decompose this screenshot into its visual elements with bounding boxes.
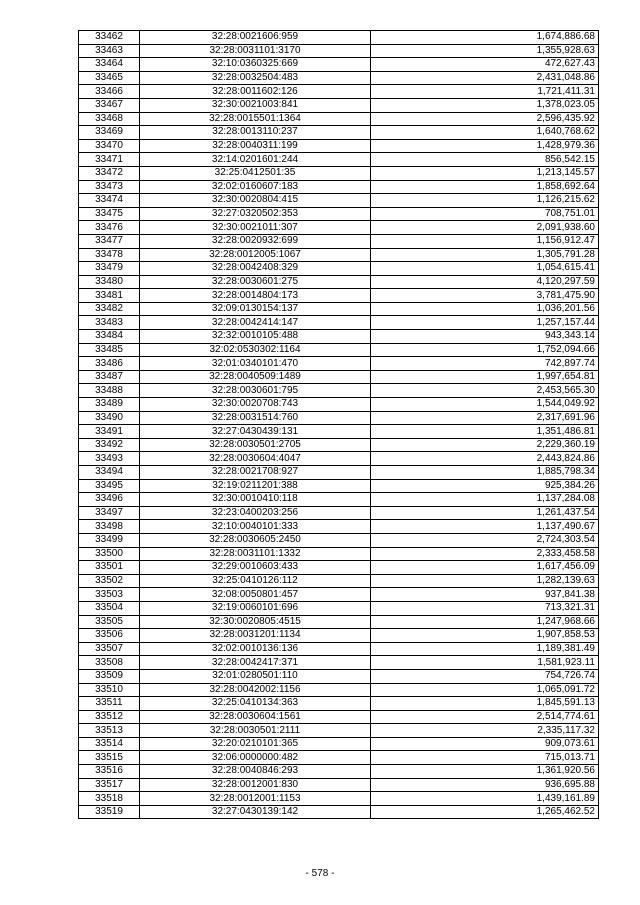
value-cell: 708,751.01: [371, 207, 599, 221]
value-cell: 1,378,023.05: [371, 98, 599, 112]
row-number-cell: 33462: [79, 31, 140, 45]
value-cell: 1,997,654.81: [371, 370, 599, 384]
value-cell: 1,439,161.89: [371, 792, 599, 806]
table-row: [79, 58, 599, 72]
value-cell: 2,431,048.86: [371, 71, 599, 85]
cadastral-number-cell: 32:28:0030601:795: [140, 384, 371, 398]
value-cell: 1,581,923.11: [371, 656, 599, 670]
cadastral-number-cell: 32:28:0030605:2450: [140, 533, 371, 547]
cadastral-number-cell: 32:28:0030604:4047: [140, 452, 371, 466]
row-number-cell: 33494: [79, 466, 140, 480]
table-row: [79, 697, 599, 711]
value-cell: 1,428,979.36: [371, 139, 599, 153]
cadastral-number-cell: 32:28:0030604:1561: [140, 710, 371, 724]
table-row: [79, 357, 599, 371]
table-row: [79, 180, 599, 194]
table-row: [79, 71, 599, 85]
cadastral-number-cell: 32:28:0031101:1332: [140, 547, 371, 561]
cadastral-number-cell: 32:28:0021708:927: [140, 466, 371, 480]
cadastral-number-cell: 32:28:0030601:275: [140, 275, 371, 289]
cadastral-number-cell: 32:28:0030501:2705: [140, 438, 371, 452]
row-number-cell: 33492: [79, 438, 140, 452]
row-number-cell: 33477: [79, 234, 140, 248]
value-cell: 1,721,411.31: [371, 85, 599, 99]
cadastral-number-cell: 32:28:0042002:1156: [140, 683, 371, 697]
cadastral-number-cell: 32:09:0130154:137: [140, 302, 371, 316]
value-cell: 1,156,912.47: [371, 234, 599, 248]
cadastral-number-cell: 32:06:0000000:482: [140, 751, 371, 765]
value-cell: 1,858,692.64: [371, 180, 599, 194]
row-number-cell: 33518: [79, 792, 140, 806]
value-cell: 1,137,490.67: [371, 520, 599, 534]
table-row: [79, 438, 599, 452]
value-cell: 4,120,297.59: [371, 275, 599, 289]
cadastral-number-cell: 32:19:0211201:388: [140, 479, 371, 493]
table-row: [79, 520, 599, 534]
row-number-cell: 33497: [79, 506, 140, 520]
value-cell: 1,907,858.53: [371, 629, 599, 643]
row-number-cell: 33487: [79, 370, 140, 384]
row-number-cell: 33473: [79, 180, 140, 194]
row-number-cell: 33516: [79, 765, 140, 779]
table-row: [79, 98, 599, 112]
table-row: [79, 248, 599, 262]
cadastral-number-cell: 32:28:0011602:126: [140, 85, 371, 99]
table-row: [79, 751, 599, 765]
cadastral-number-cell: 32:27:0430439:131: [140, 425, 371, 439]
cadastral-number-cell: 32:28:0040509:1489: [140, 370, 371, 384]
table-row: [79, 166, 599, 180]
value-cell: 1,752,094.66: [371, 343, 599, 357]
row-number-cell: 33470: [79, 139, 140, 153]
value-cell: 2,091,938.60: [371, 221, 599, 235]
page-number: - 578 -: [305, 868, 335, 879]
row-number-cell: 33489: [79, 398, 140, 412]
cadastral-number-cell: 32:28:0014804:173: [140, 289, 371, 303]
cadastral-number-cell: 32:10:0040101:333: [140, 520, 371, 534]
row-number-cell: 33519: [79, 805, 140, 819]
table-row: [79, 194, 599, 208]
table-row: [79, 221, 599, 235]
cadastral-number-cell: 32:25:0410126:112: [140, 574, 371, 588]
row-number-cell: 33484: [79, 330, 140, 344]
table-row: [79, 479, 599, 493]
cadastral-number-cell: 32:08:0050801:457: [140, 588, 371, 602]
table-row: [79, 533, 599, 547]
cadastral-number-cell: 32:29:0010603:433: [140, 561, 371, 575]
row-number-cell: 33504: [79, 601, 140, 615]
cadastral-number-cell: 32:30:0020805:4515: [140, 615, 371, 629]
table-row: [79, 466, 599, 480]
cadastral-number-cell: 32:28:0032504:483: [140, 71, 371, 85]
cadastral-number-cell: 32:28:0040311:199: [140, 139, 371, 153]
table-row: [79, 656, 599, 670]
table-row: [79, 792, 599, 806]
row-number-cell: 33469: [79, 126, 140, 140]
row-number-cell: 33495: [79, 479, 140, 493]
row-number-cell: 33464: [79, 58, 140, 72]
cadastral-number-cell: 32:28:0042417:371: [140, 656, 371, 670]
row-number-cell: 33467: [79, 98, 140, 112]
value-cell: 937,841.38: [371, 588, 599, 602]
value-cell: 1,544,049.92: [371, 398, 599, 412]
row-number-cell: 33482: [79, 302, 140, 316]
row-number-cell: 33506: [79, 629, 140, 643]
table-row: [79, 275, 599, 289]
cadastral-number-cell: 32:28:0040846:293: [140, 765, 371, 779]
cadastral-number-cell: 32:01:0280501:110: [140, 669, 371, 683]
table-row: [79, 207, 599, 221]
table-row: [79, 642, 599, 656]
value-cell: 1,640,768.62: [371, 126, 599, 140]
value-cell: 2,514,774.61: [371, 710, 599, 724]
table-row: [79, 561, 599, 575]
cadastral-number-cell: 32:02:0010136:136: [140, 642, 371, 656]
row-number-cell: 33505: [79, 615, 140, 629]
cadastral-number-cell: 32:28:0013110:237: [140, 126, 371, 140]
table-row: [79, 724, 599, 738]
table-row: [79, 343, 599, 357]
table-row: [79, 425, 599, 439]
cadastral-number-cell: 32:25:0410134:363: [140, 697, 371, 711]
value-cell: 1,265,462.52: [371, 805, 599, 819]
row-number-cell: 33472: [79, 166, 140, 180]
row-number-cell: 33500: [79, 547, 140, 561]
table-row: [79, 547, 599, 561]
table-row: [79, 778, 599, 792]
row-number-cell: 33493: [79, 452, 140, 466]
value-cell: 2,724,303.54: [371, 533, 599, 547]
table-row: [79, 234, 599, 248]
row-number-cell: 33483: [79, 316, 140, 330]
table-row: [79, 574, 599, 588]
value-cell: 1,361,920.56: [371, 765, 599, 779]
table-row: [79, 44, 599, 58]
records-table-body: [79, 31, 599, 819]
table-row: [79, 262, 599, 276]
table-row: [79, 683, 599, 697]
table-row: [79, 805, 599, 819]
table-row: [79, 112, 599, 126]
cadastral-number-cell: 32:30:0020804:415: [140, 194, 371, 208]
cadastral-number-cell: 32:02:0530302:1164: [140, 343, 371, 357]
cadastral-number-cell: 32:27:0320502:353: [140, 207, 371, 221]
row-number-cell: 33508: [79, 656, 140, 670]
cadastral-number-cell: 32:28:0031514:760: [140, 411, 371, 425]
cadastral-number-cell: 32:32:0010105:488: [140, 330, 371, 344]
cadastral-number-cell: 32:28:0020932:699: [140, 234, 371, 248]
value-cell: 1,137,284.08: [371, 493, 599, 507]
cadastral-number-cell: 32:23:0400203:256: [140, 506, 371, 520]
row-number-cell: 33475: [79, 207, 140, 221]
table-row: [79, 398, 599, 412]
value-cell: 936,695.88: [371, 778, 599, 792]
value-cell: 943,343.14: [371, 330, 599, 344]
value-cell: 2,317,691.96: [371, 411, 599, 425]
row-number-cell: 33479: [79, 262, 140, 276]
cadastral-number-cell: 32:28:0015501:1364: [140, 112, 371, 126]
value-cell: 742,897.74: [371, 357, 599, 371]
value-cell: 1,213,145.57: [371, 166, 599, 180]
records-table: [78, 30, 599, 819]
row-number-cell: 33503: [79, 588, 140, 602]
row-number-cell: 33480: [79, 275, 140, 289]
cadastral-number-cell: 32:28:0021606:959: [140, 31, 371, 45]
value-cell: 1,126,215.62: [371, 194, 599, 208]
value-cell: 2,596,435.92: [371, 112, 599, 126]
row-number-cell: 33463: [79, 44, 140, 58]
value-cell: 2,335,117.32: [371, 724, 599, 738]
row-number-cell: 33502: [79, 574, 140, 588]
row-number-cell: 33476: [79, 221, 140, 235]
value-cell: 1,351,486.81: [371, 425, 599, 439]
cadastral-number-cell: 32:28:0042414:147: [140, 316, 371, 330]
value-cell: 2,229,360.19: [371, 438, 599, 452]
value-cell: 1,617,456.09: [371, 561, 599, 575]
cadastral-number-cell: 32:28:0031101:3170: [140, 44, 371, 58]
value-cell: 1,247,968.66: [371, 615, 599, 629]
value-cell: 2,443,824.86: [371, 452, 599, 466]
table-row: [79, 710, 599, 724]
value-cell: 715,013.71: [371, 751, 599, 765]
value-cell: 1,054,615.41: [371, 262, 599, 276]
table-row: [79, 289, 599, 303]
cadastral-number-cell: 32:20:0210101:365: [140, 737, 371, 751]
table-row: [79, 506, 599, 520]
row-number-cell: 33465: [79, 71, 140, 85]
cadastral-number-cell: 32:28:0031201:1134: [140, 629, 371, 643]
row-number-cell: 33490: [79, 411, 140, 425]
cadastral-number-cell: 32:30:0010410:118: [140, 493, 371, 507]
value-cell: 1,674,886.68: [371, 31, 599, 45]
row-number-cell: 33471: [79, 153, 140, 167]
table-row: [79, 126, 599, 140]
row-number-cell: 33515: [79, 751, 140, 765]
row-number-cell: 33486: [79, 357, 140, 371]
value-cell: 925,384.26: [371, 479, 599, 493]
value-cell: 3,781,475.90: [371, 289, 599, 303]
row-number-cell: 33491: [79, 425, 140, 439]
row-number-cell: 33510: [79, 683, 140, 697]
value-cell: 1,261,437.54: [371, 506, 599, 520]
row-number-cell: 33474: [79, 194, 140, 208]
value-cell: 713,321.31: [371, 601, 599, 615]
row-number-cell: 33466: [79, 85, 140, 99]
table-row: [79, 615, 599, 629]
cadastral-number-cell: 32:28:0012005:1067: [140, 248, 371, 262]
table-row: [79, 31, 599, 45]
table-row: [79, 493, 599, 507]
table-row: [79, 588, 599, 602]
cadastral-number-cell: 32:10:0360325:669: [140, 58, 371, 72]
value-cell: 856,542.15: [371, 153, 599, 167]
value-cell: 1,355,928.63: [371, 44, 599, 58]
table-row: [79, 85, 599, 99]
row-number-cell: 33501: [79, 561, 140, 575]
cadastral-number-cell: 32:19:0060101:696: [140, 601, 371, 615]
value-cell: 2,453,565.30: [371, 384, 599, 398]
cadastral-number-cell: 32:01:0340101:470: [140, 357, 371, 371]
table-row: [79, 669, 599, 683]
table-row: [79, 629, 599, 643]
table-row: [79, 765, 599, 779]
value-cell: 754,726.74: [371, 669, 599, 683]
value-cell: 909,073.61: [371, 737, 599, 751]
row-number-cell: 33481: [79, 289, 140, 303]
row-number-cell: 33511: [79, 697, 140, 711]
row-number-cell: 33513: [79, 724, 140, 738]
row-number-cell: 33498: [79, 520, 140, 534]
value-cell: 1,036,201.56: [371, 302, 599, 316]
row-number-cell: 33507: [79, 642, 140, 656]
table-row: [79, 316, 599, 330]
row-number-cell: 33514: [79, 737, 140, 751]
row-number-cell: 33509: [79, 669, 140, 683]
row-number-cell: 33496: [79, 493, 140, 507]
row-number-cell: 33478: [79, 248, 140, 262]
table-row: [79, 153, 599, 167]
table-row: [79, 384, 599, 398]
table-row: [79, 601, 599, 615]
cadastral-number-cell: 32:28:0012001:1153: [140, 792, 371, 806]
cadastral-number-cell: 32:27:0430139:142: [140, 805, 371, 819]
table-row: [79, 139, 599, 153]
cadastral-number-cell: 32:25:0412501:35: [140, 166, 371, 180]
cadastral-number-cell: 32:28:0042408:329: [140, 262, 371, 276]
table-row: [79, 370, 599, 384]
row-number-cell: 33499: [79, 533, 140, 547]
cadastral-number-cell: 32:14:0201601:244: [140, 153, 371, 167]
row-number-cell: 33488: [79, 384, 140, 398]
table-row: [79, 330, 599, 344]
value-cell: 1,065,091.72: [371, 683, 599, 697]
cadastral-number-cell: 32:02:0160607:183: [140, 180, 371, 194]
row-number-cell: 33512: [79, 710, 140, 724]
value-cell: 472,627.43: [371, 58, 599, 72]
value-cell: 1,305,791.28: [371, 248, 599, 262]
cadastral-number-cell: 32:30:0021003:841: [140, 98, 371, 112]
value-cell: 1,257,157.44: [371, 316, 599, 330]
cadastral-number-cell: 32:30:0020708:743: [140, 398, 371, 412]
row-number-cell: 33485: [79, 343, 140, 357]
value-cell: 1,845,591.13: [371, 697, 599, 711]
cadastral-number-cell: 32:30:0021011:307: [140, 221, 371, 235]
cadastral-number-cell: 32:28:0012001:830: [140, 778, 371, 792]
table-row: [79, 452, 599, 466]
value-cell: 2,333,458.58: [371, 547, 599, 561]
cadastral-number-cell: 32:28:0030501:2111: [140, 724, 371, 738]
value-cell: 1,885,798.34: [371, 466, 599, 480]
value-cell: 1,282,139.63: [371, 574, 599, 588]
row-number-cell: 33517: [79, 778, 140, 792]
row-number-cell: 33468: [79, 112, 140, 126]
table-row: [79, 411, 599, 425]
value-cell: 1,189,381.49: [371, 642, 599, 656]
table-row: [79, 302, 599, 316]
table-row: [79, 737, 599, 751]
